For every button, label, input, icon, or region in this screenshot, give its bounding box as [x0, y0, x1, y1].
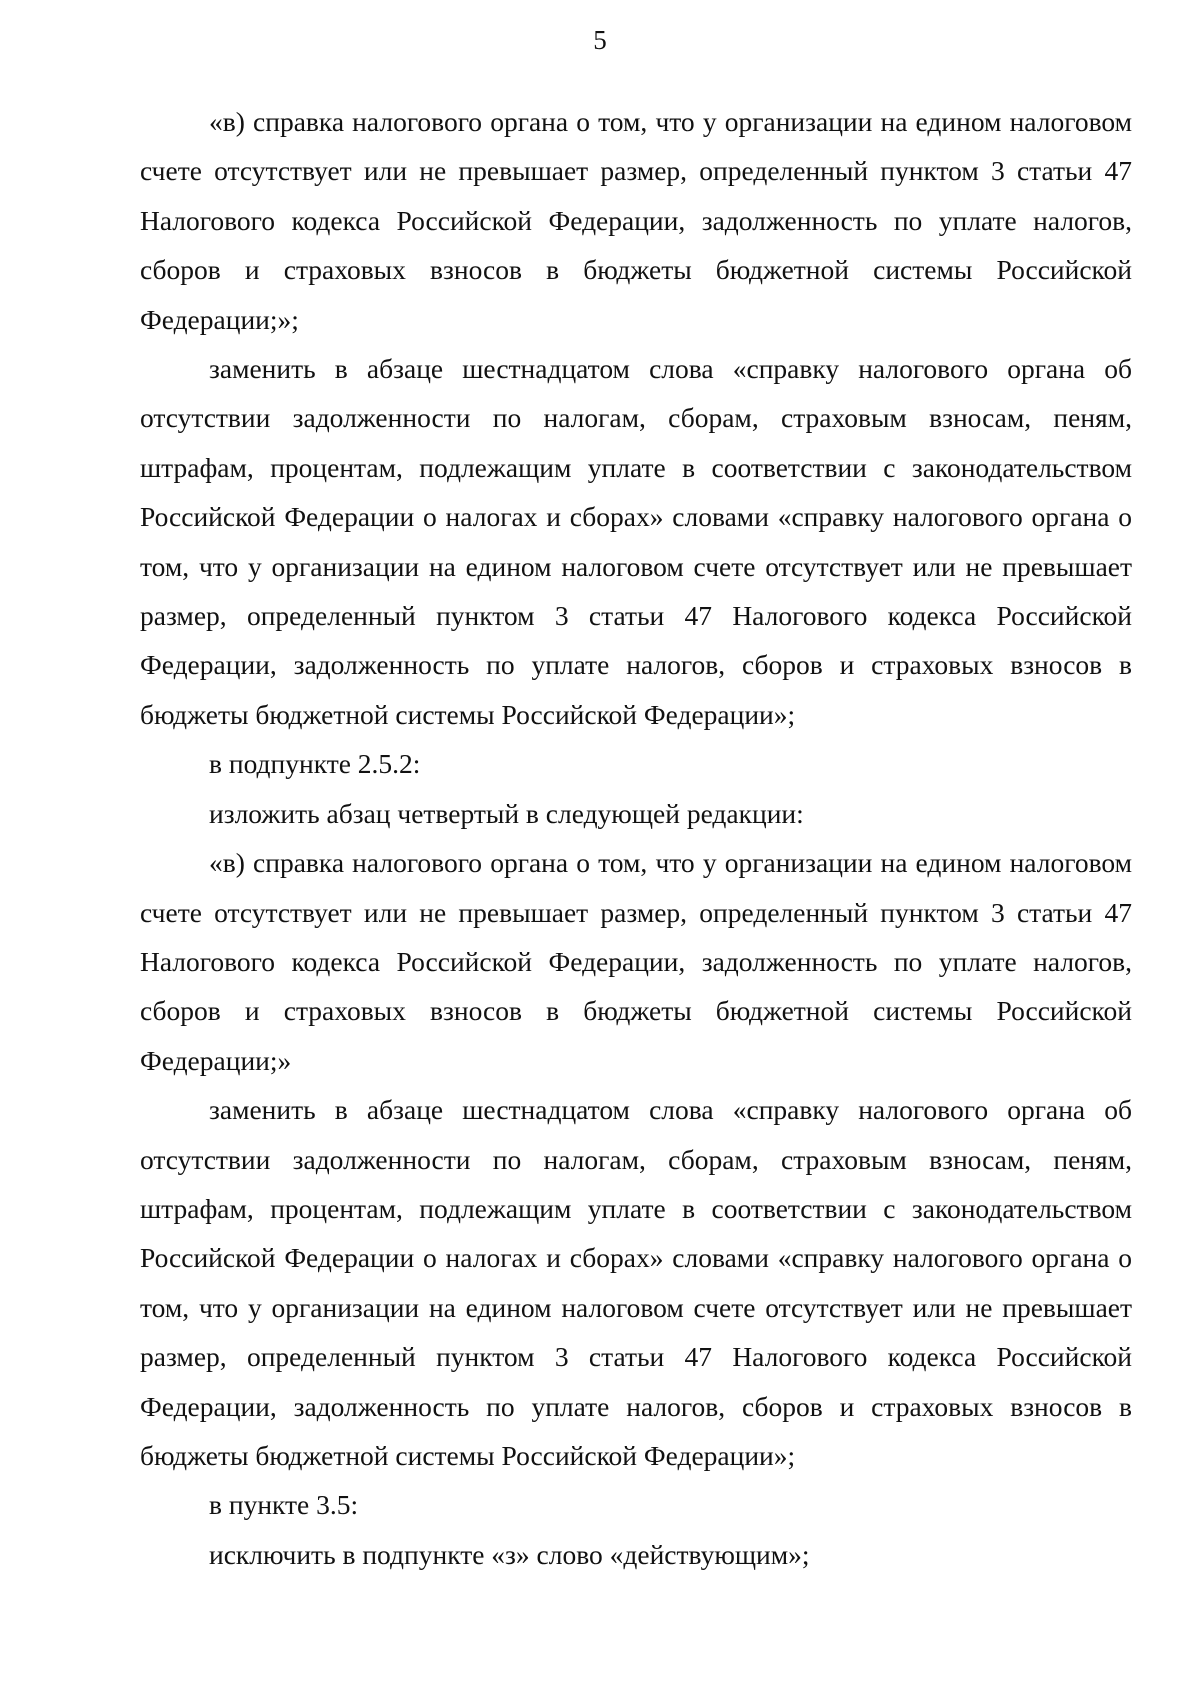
paragraph-subitem-v-certificate-2: «в) справка налогового органа о том, что у организации на едином налоговом счете отсутствует или не превышает размер, определенный пунктом 3 статьи 47 Налогового кодекса Российской Федерации, задолженность по уплате налогов, сборов и страховых взносов в бюджеты бюджетной системы Российской Федерации;»	[140, 847, 1132, 1076]
paragraph-restate-fourth: изложить абзац четвертый в следующей редакции:	[209, 797, 804, 829]
paragraph-subitem-v-certificate: «в) справка налогового органа о том, что у организации на едином налоговом счете отсутствует или не превышает размер, определенный пунктом 3 статьи 47 Налогового кодекса Российской Федерации, задолженность по уплате налогов, сборов и страховых взносов в бюджеты бюджетной системы Российской Федерации;»;	[140, 106, 1132, 335]
page-number: 5	[593, 25, 607, 55]
paragraph-replace-sixteenth: заменить в абзаце шестнадцатом слова «справку налогового органа об отсутствии задолженности по налогам, сборам, страховым взносам, пеням, штрафам, процентам, подлежащим уплате в соответствии с законодательством Российской Федерации о налогах и сборах» словами «справку налогового органа о том, что у организации на едином налоговом счете отсутствует или не превышает размер, определенный пунктом 3 статьи 47 Налогового кодекса Российской Федерации, задолженность по уплате налогов, сборов и страховых взносов в бюджеты бюджетной системы Российской Федерации»;	[140, 353, 1132, 730]
paragraph-replace-sixteenth-2: заменить в абзаце шестнадцатом слова «справку налогового органа об отсутствии задолженности по налогам, сборам, страховым взносам, пеням, штрафам, процентам, подлежащим уплате в соответствии с законодательством Российской Федерации о налогах и сборах» словами «справку налогового органа о том, что у организации на едином налоговом счете отсутствует или не превышает размер, определенный пунктом 3 статьи 47 Налогового кодекса Российской Федерации, задолженность по уплате налогов, сборов и страховых взносов в бюджеты бюджетной системы Российской Федерации»;	[140, 1094, 1132, 1471]
document-body	[140, 97, 1132, 1579]
paragraph-exclude-word: исключить в подпункте «з» слово «действующим»;	[209, 1538, 810, 1570]
paragraph-subclause-2-5-2: в подпункте 2.5.2:	[209, 748, 421, 780]
paragraph-clause-3-5: в пункте 3.5:	[209, 1489, 359, 1521]
